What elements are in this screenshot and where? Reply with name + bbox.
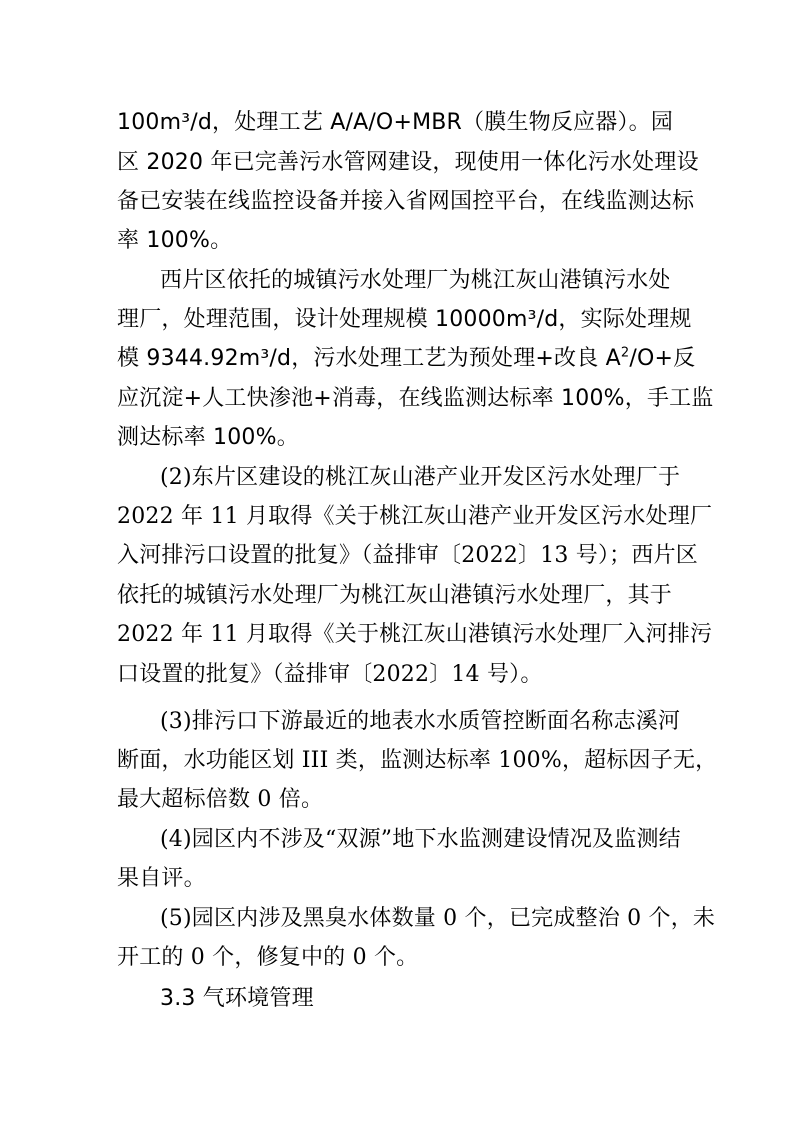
text-line: (4)园区内不涉及“双源”地下水监测建设情况及监测结 [160, 827, 681, 852]
text-line: 依托的城镇污水处理厂为桃江灰山港镇污水处理厂，其于 [117, 583, 673, 608]
text-line: 备已安装在线监控设备并接入省网国控平台，在线监测达标 [117, 189, 695, 214]
text-line: 口设置的批复》（益排审〔2022〕14 号）。 [117, 662, 543, 687]
text-line: 测达标率 100%。 [117, 425, 299, 450]
text-line: 2022 年 11 月取得《关于桃江灰山港产业开发区污水处理厂 [117, 504, 713, 529]
text-line: (5)园区内涉及黑臭水体数量 0 个，已完成整治 0 个，未 [160, 906, 716, 931]
text-line: 最大超标倍数 0 倍。 [117, 787, 324, 812]
text-segment: 模 9344.92m³/d，污水处理工艺为预处理+改良 A [117, 346, 621, 371]
text-line-with-superscript [117, 344, 696, 374]
text-line: 率 100%。 [117, 228, 233, 253]
text-line: 100m³/d，处理工艺 A/A/O+MBR（膜生物反应器）。园 [117, 110, 674, 135]
text-segment: /O+反 [629, 346, 696, 371]
text-line: (3)排污口下游最近的地表水水质管控断面名称志溪河 [160, 709, 681, 734]
section-heading: 3.3 气环境管理 [160, 986, 314, 1011]
text-line: 果自评。 [117, 866, 206, 891]
text-line: 西片区依托的城镇污水处理厂为桃江灰山港镇污水处 [160, 268, 671, 293]
superscript: 2 [620, 345, 630, 361]
text-line: 应沉淀+人工快渗池+消毒，在线监测达标率 100%，手工监 [117, 386, 714, 411]
text-line: 断面，水功能区划 III 类，监测达标率 100%，超标因子无， [117, 748, 718, 773]
text-line: 开工的 0 个，修复中的 0 个。 [117, 945, 419, 970]
text-line: (2)东片区建设的桃江灰山港产业开发区污水处理厂于 [160, 465, 681, 490]
text-line: 入河排污口设置的批复》（益排审〔2022〕13 号）；西片区 [117, 543, 698, 568]
text-line: 区 2020 年已完善污水管网建设，现使用一体化污水处理设 [117, 150, 699, 175]
text-line: 理厂，处理范围，设计处理规模 10000m³/d，实际处理规 [117, 307, 692, 332]
text-line: 2022 年 11 月取得《关于桃江灰山港镇污水处理厂入河排污 [117, 622, 713, 647]
